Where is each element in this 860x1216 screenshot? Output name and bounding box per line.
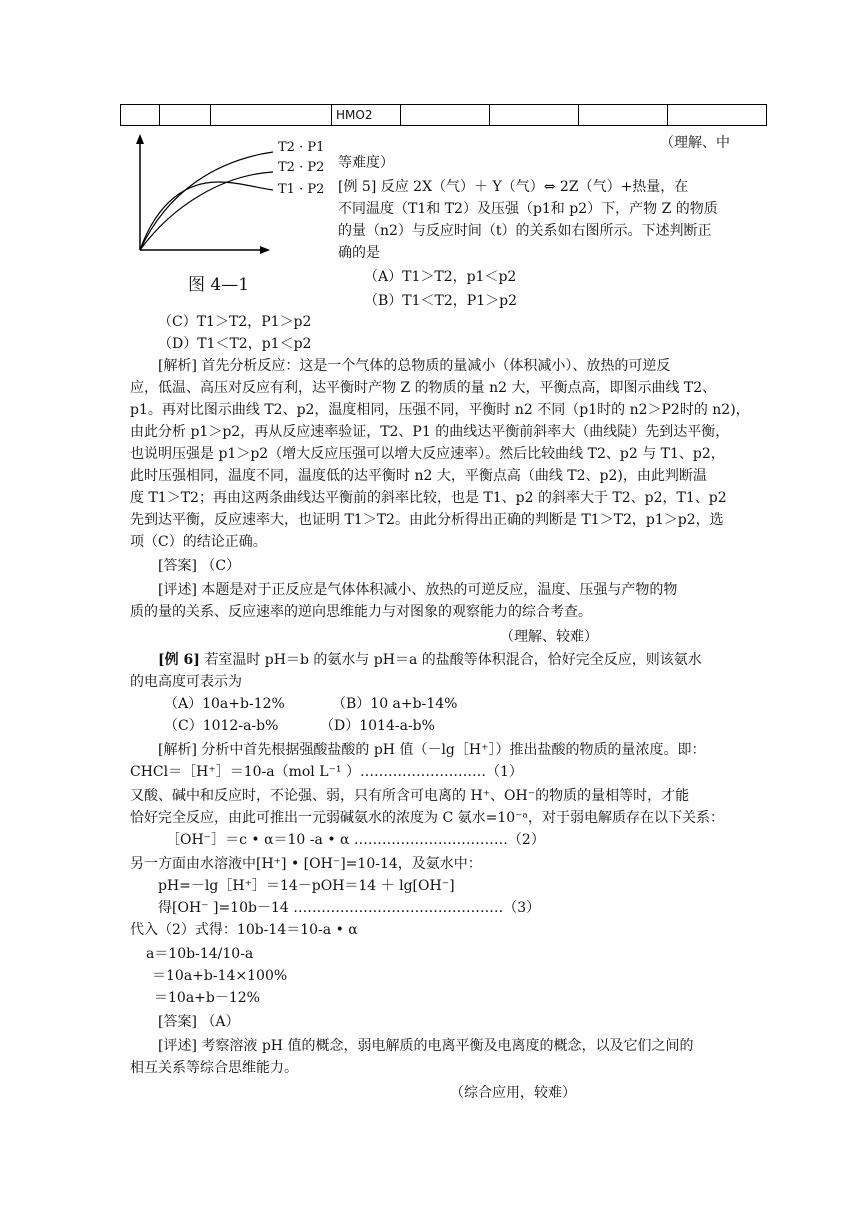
figure-caption: 图 4—1 (188, 275, 250, 295)
curve-t2-p2 (140, 172, 273, 250)
ex5-analysis: 项（C）的结论正确。 (130, 534, 267, 550)
ex6-analysis: ［OH⁻］＝c • α＝10 -a • α ……………………………（2） (166, 832, 545, 848)
difficulty-tag-cont: 等难度） (338, 155, 394, 171)
ex6-analysis: 恰好完全反应，由此可推出一元弱碱氨水的浓度为 C 氨水=10⁻ᵃ，对于弱电解质存在以下关系： (130, 810, 724, 826)
ex5-analysis: 应，低温、高压对反应有利，达平衡时产物 Z 的物质的量 n2 大，平衡点高，即图示曲线 T2、 (130, 380, 717, 396)
table-cell (401, 105, 490, 126)
curve-t2-p1 (140, 152, 273, 250)
ex6-analysis: ＝10a+b-14×100% (152, 968, 288, 984)
ex6-question-text: 若室温时 pH＝b 的氨水与 pH＝a 的盐酸等体积混合，恰好完全反应，则该氨水 (199, 652, 702, 668)
ex6-option-d: （D）1014-a-b% (320, 718, 435, 734)
top-table-fragment (120, 104, 767, 126)
ex6-analysis: ＝10a+b－12% (154, 990, 260, 1006)
ex6-question: 的电高度可表示为 (130, 674, 242, 690)
difficulty-tag: （理解、中 (660, 135, 730, 151)
ex6-question (158, 650, 702, 670)
ex6-comment: 相互关系等综合思维能力。 (130, 1060, 298, 1076)
ex5-analysis: 由此分析 p1＞p2，再从反应速率验证，T2、P1 的曲线达平衡前斜率大（曲线陡）先到达平衡， (130, 424, 730, 440)
table-cell (668, 105, 767, 126)
figure-4-1 (128, 130, 328, 310)
ex5-question: 不同温度（T1和 T2）及压强（p1和 p2）下，产物 Z 的物质 (338, 201, 718, 217)
curve-label-t2-p1: T2 · P1 (278, 140, 325, 155)
ex6-analysis: a＝10b-14/10-a (146, 946, 254, 962)
ex5-option-c: （C）T1＞T2，P1＞p2 (158, 314, 312, 330)
ex6-answer: [答案] （A） (158, 1014, 240, 1030)
ex6-option-b: （B）10 a+b-14% (332, 696, 458, 712)
ex5-option-b: （B）T1＜T2，P1＞p2 (364, 293, 517, 309)
ex5-option-a: （A）T1＞T2，p1＜p2 (364, 269, 517, 285)
table-cell (211, 105, 332, 126)
ex6-option-a: （A）10a+b-12% (164, 696, 285, 712)
ex5-answer: [答案] （C） (158, 558, 241, 574)
ex5-analysis: 度 T1＞T2；再由这两条曲线达平衡前的斜率比较，也是 T1、p2 的斜率大于 T2、p2，T1、p2 (130, 490, 727, 506)
ex5-analysis: 此时压强相同，温度不同，温度低的达平衡时 n2 大，平衡点高（曲线 T2、p2)，由此判断温 (130, 468, 707, 484)
ex6-comment: [评述] 考察溶液 pH 值的概念，弱电解质的电离平衡及电离度的概念，以及它们之间的 (158, 1038, 694, 1054)
curve-label-t2-p2: T2 · P2 (278, 160, 325, 175)
table-cell (579, 105, 668, 126)
ex5-comment: 质的量的关系、反应速率的逆向思维能力与对图象的观察能力的综合考查。 (130, 604, 592, 620)
ex6-analysis: 另一方面由水溶液中[H⁺] • [OH⁻]=10-14，及氨水中： (130, 856, 482, 872)
ex6-analysis: [解析] 分析中首先根据强酸盐酸的 pH 值（－lg［H⁺］）推出盐酸的物质的量浓度。即： (158, 742, 706, 758)
ex5-analysis: 也说明压强是 p1＞p2（增大反应压强可以增大反应速率）。然后比较曲线 T2、p2 与 T1、p2， (130, 446, 725, 462)
table-cell (490, 105, 579, 126)
ex5-difficulty-tag: （理解、较难） (500, 629, 598, 645)
ex5-analysis: 先到达平衡，反应速率大，也证明 T1＞T2。由此分析得出正确的判断是 T1＞T2，p1＞p2，选 (130, 512, 724, 528)
ex5-question: [例 5] 反应 2X（气）＋ Y（气）⇔ 2Z（气）+热量，在 (338, 179, 689, 195)
ex6-option-c: （C）1012-a-b% (164, 718, 279, 734)
ex5-question: 的量（n2）与反应时间（t）的关系如右图所示。下述判断正 (338, 223, 712, 239)
ex6-analysis: pH=－lg［H⁺］＝14－pOH＝14 ＋ lg[OH⁻] (158, 878, 455, 894)
table-cell: HMO2 (332, 105, 401, 126)
ex5-comment: [评述] 本题是对于正反应是气体体积减小、放热的可逆反应，温度、压强与产物的物 (158, 582, 678, 598)
ex6-difficulty-tag: （综合应用，较难） (450, 1085, 576, 1101)
table-cell (160, 105, 211, 126)
curve-label-t1-p2: T1 · P2 (278, 182, 325, 197)
ex6-analysis: 代入（2）式得：10b-14＝10-a • α (130, 922, 358, 938)
table-cell (121, 105, 160, 126)
ex5-analysis: [解析] 首先分析反应：这是一个气体的总物质的量减小（体积减小）、放热的可逆反 (158, 358, 671, 374)
ex5-analysis: p1。再对比图示曲线 T2、p2，温度相同，压强不同，平衡时 n2 不同（p1时的 n2＞P2时的 n2)， (130, 402, 750, 418)
ex5-question: 确的是 (338, 245, 380, 261)
ex6-analysis: 又酸、碱中和反应时，不论强、弱，只有所含可电离的 H⁺、OH⁻的物质的量相等时，才能 (130, 788, 690, 804)
ex6-label: [例 6] (158, 652, 200, 668)
ex5-option-d: （D）T1＜T2，p1＜p2 (158, 336, 312, 352)
ex6-analysis: CHCl＝［H⁺］＝10-a（mol L⁻¹ ）………………………（1） (130, 764, 523, 780)
ex6-analysis: 得[OH⁻ ]=10b－14 ………………………………………（3） (158, 900, 541, 916)
